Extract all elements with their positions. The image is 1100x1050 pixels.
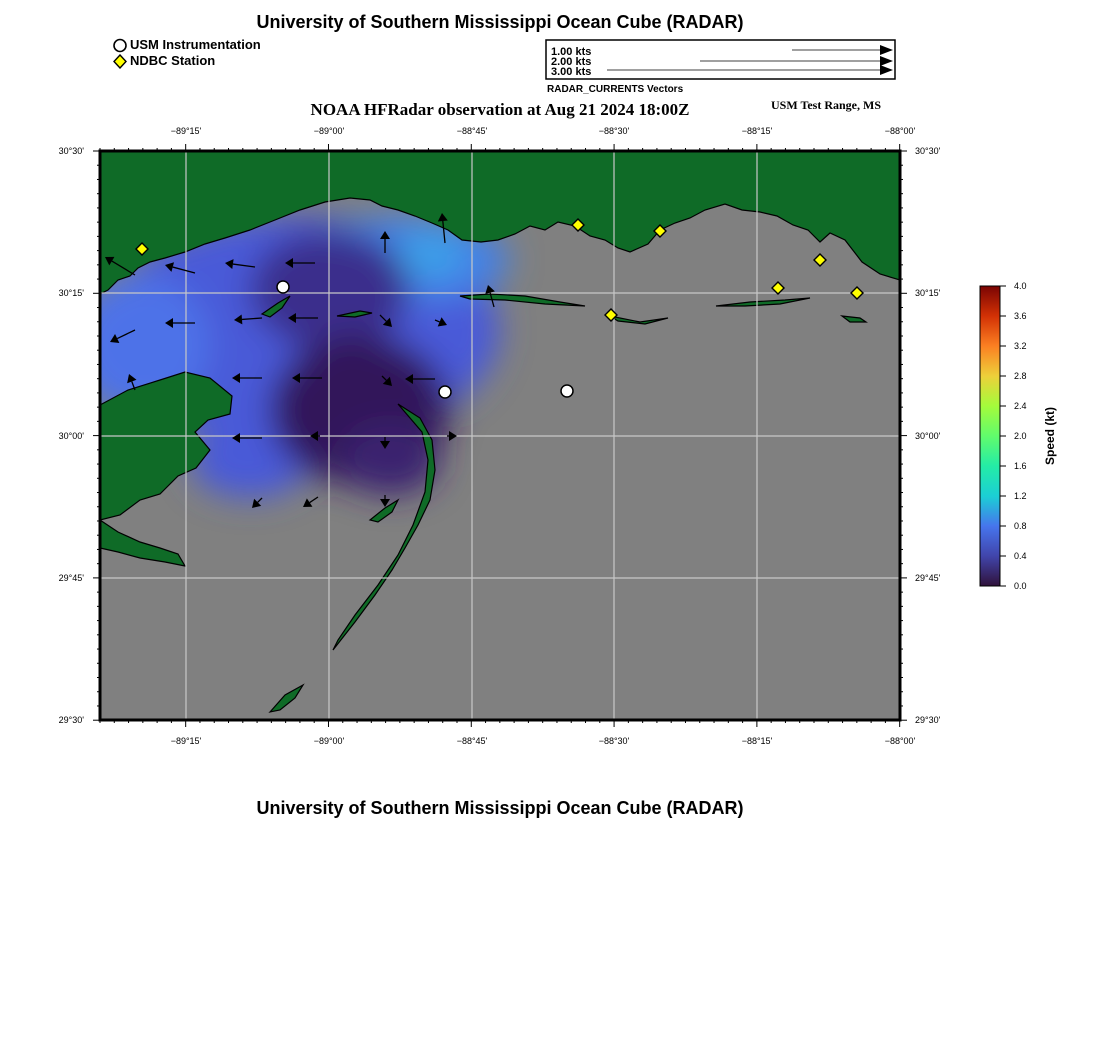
map-title: University of Southern Mississippi Ocean Cube (RADAR) <box>256 12 744 32</box>
legend-label-usm: USM Instrumentation <box>130 37 261 52</box>
vector-legend-caption: RADAR_CURRENTS Vectors <box>547 84 684 95</box>
lon-tick-label: −89°15' <box>170 126 202 136</box>
lat-tick-label: 30°00' <box>58 431 84 441</box>
colorbar-tick-label: 1.6 <box>1014 461 1027 471</box>
lon-tick-label: −88°45' <box>456 736 488 746</box>
test-range-label: USM Test Range, MS <box>771 98 882 112</box>
lat-tick-label: 30°30' <box>915 146 941 156</box>
lat-tick-label: 30°00' <box>915 431 941 441</box>
lon-tick-label: −88°00' <box>884 126 916 136</box>
lat-tick-label: 29°45' <box>915 573 941 583</box>
lon-tick-label: −88°30' <box>598 126 630 136</box>
usm-instrument-marker[interactable] <box>277 281 289 293</box>
observation-subtitle: NOAA HFRadar observation at Aug 21 2024 18:00Z <box>310 100 690 119</box>
lon-tick-label: −89°15' <box>170 736 202 746</box>
lat-labels-right <box>915 146 941 725</box>
colorbar-tick-label: 0.8 <box>1014 521 1027 531</box>
colorbar-tick-label: 4.0 <box>1014 281 1027 291</box>
legend-label-ndbc: NDBC Station <box>130 53 216 68</box>
lon-tick-label: −88°15' <box>741 736 773 746</box>
lat-tick-label: 29°45' <box>58 573 84 583</box>
colorbar-tick-label: 3.2 <box>1014 341 1027 351</box>
colorbar-gradient <box>980 286 1000 586</box>
lon-labels-bottom <box>171 736 916 746</box>
colorbar-tick-label: 0.4 <box>1014 551 1027 561</box>
vector-legend-label-2: 2.00 kts <box>551 56 592 68</box>
lat-tick-label: 30°30' <box>58 146 84 156</box>
vector-legend-label-3: 3.00 kts <box>551 66 592 78</box>
speed-colorbar <box>980 281 1057 591</box>
lon-tick-label: −88°00' <box>884 736 916 746</box>
lon-tick-label: −88°30' <box>598 736 630 746</box>
map-title-bottom: University of Southern Mississippi Ocean Cube (RADAR) <box>256 798 744 818</box>
colorbar-label: Speed (kt) <box>1043 406 1057 466</box>
colorbar-tick-label: 3.6 <box>1014 311 1027 321</box>
lon-tick-label: −88°15' <box>741 126 773 136</box>
vector-legend-label-1: 1.00 kts <box>551 46 592 58</box>
lat-labels-left <box>59 146 85 725</box>
colorbar-tick-label: 2.4 <box>1014 401 1027 411</box>
lon-tick-label: −89°00' <box>313 736 345 746</box>
lon-tick-label: −88°45' <box>456 126 488 136</box>
lon-labels-top <box>171 126 916 136</box>
lat-tick-label: 30°15' <box>58 288 84 298</box>
lat-tick-label: 29°30' <box>915 715 941 725</box>
colorbar-tick-label: 2.8 <box>1014 371 1027 381</box>
lon-tick-label: −89°00' <box>313 126 345 136</box>
lat-tick-label: 29°30' <box>58 715 84 725</box>
usm-instrument-marker[interactable] <box>561 385 573 397</box>
lat-tick-label: 30°15' <box>915 288 941 298</box>
colorbar-tick-label: 2.0 <box>1014 431 1027 441</box>
colorbar-tick-label: 0.0 <box>1014 581 1027 591</box>
colorbar-tick-label: 1.2 <box>1014 491 1027 501</box>
usm-instrument-marker[interactable] <box>439 386 451 398</box>
